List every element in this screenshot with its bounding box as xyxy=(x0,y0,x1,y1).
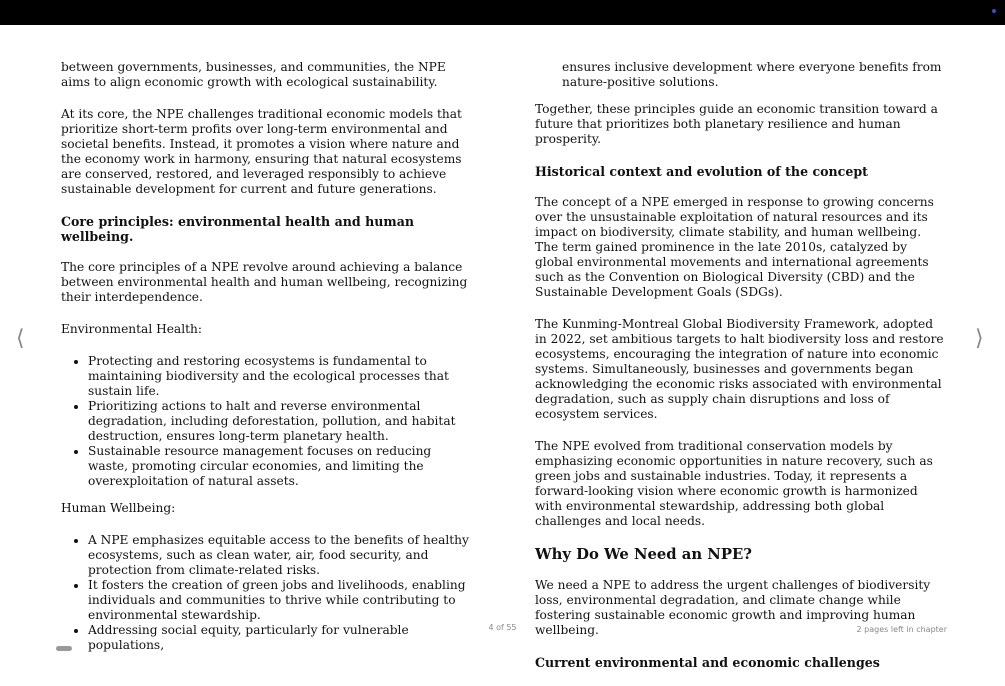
list-item-continuation: ensures inclusive development where everyone benefits from nature-positive solutions. xyxy=(562,60,942,89)
list-label: Human Wellbeing: xyxy=(61,501,176,515)
list-label: Environmental Health: xyxy=(61,322,202,336)
chapter-heading: Why Do We Need an NPE? xyxy=(535,546,752,563)
list-item: • Sustainable resource management focuses on reducing waste, promoting circular economies, and limiting the overexploitation of natural assets. xyxy=(88,444,471,489)
next-page-icon[interactable]: ⟩ xyxy=(975,326,984,351)
paragraph: The Kunming-Montreal Global Biodiversity Framework, adopted in 2022, set ambitious targets to halt biodiversity loss and restore ecosystems, encouraging the integration of nature into economic systems. Simultaneously, businesses and governments began acknowledging the economic risks associated with environmental degradation, such as supply chain disruptions and loss of ecosystem services. xyxy=(535,317,944,421)
list-item: • Addressing social equity, particularly for vulnerable populations, xyxy=(88,623,471,653)
section-heading: Core principles: environmental health and human wellbeing. xyxy=(61,214,415,244)
paragraph: The NPE evolved from traditional conservation models by emphasizing economic opportunities in nature recovery, such as green jobs and sustainable industries. Today, it represents a forward-looking vision where economic growth is harmonized with environmental stewardship, addressing both global challenges and local needs. xyxy=(535,439,933,528)
paragraph: At its core, the NPE challenges traditional economic models that prioritize short-term profits over long-term environmental and societal benefits. Instead, it promotes a vision where nature and the economy work in harmony, ensuring that natural ecosystems are conserved, restored, and leveraged responsibly to achieve sustainable development for current and future generations. xyxy=(61,107,462,196)
list-item: • Prioritizing actions to halt and reverse environmental degradation, including deforestation, pollution, and habitat destruction, ensures long-term planetary health. xyxy=(88,399,471,444)
previous-page-icon[interactable]: ⟨ xyxy=(16,326,25,351)
left-page xyxy=(61,60,471,665)
scroll-handle[interactable] xyxy=(56,646,72,651)
paragraph: The core principles of a NPE revolve around achieving a balance between environmental health and human wellbeing, recognizing their interdependence. xyxy=(61,260,468,304)
section-heading: Current environmental and economic challenges xyxy=(535,655,880,670)
section-heading: Historical context and evolution of the concept xyxy=(535,164,868,179)
pages-left-in-chapter: 2 pages left in chapter xyxy=(856,625,947,634)
environmental-health-list xyxy=(61,354,471,489)
status-dot-icon xyxy=(992,9,996,13)
right-page xyxy=(535,60,945,686)
top-bar xyxy=(0,0,1005,25)
paragraph: Together, these principles guide an economic transition toward a future that prioritizes both planetary resilience and human prosperity. xyxy=(535,102,938,146)
paragraph: The concept of a NPE emerged in response to growing concerns over the unsustainable exploitation of natural resources and its impact on biodiversity, climate stability, and human wellbeing. The term gained prominence in the late 2010s, catalyzed by global environmental movements and international agreements such as the Convention on Biological Diversity (CBD) and the Sustainable Development Goals (SDGs). xyxy=(535,195,934,299)
list-item: • Protecting and restoring ecosystems is fundamental to maintaining biodiversity and the ecological processes that sustain life. xyxy=(88,354,471,399)
human-wellbeing-list xyxy=(61,533,471,653)
paragraph: We need a NPE to address the urgent challenges of biodiversity loss, environmental degradation, and climate change while fostering sustainable economic growth and improving human wellbeing. xyxy=(535,578,931,637)
paragraph: between governments, businesses, and communities, the NPE aims to align economic growth with ecological sustainability. xyxy=(61,60,446,89)
list-item: • A NPE emphasizes equitable access to the benefits of healthy ecosystems, such as clean water, air, food security, and protection from climate-related risks. xyxy=(88,533,471,578)
page-indicator: 4 of 55 xyxy=(488,623,517,632)
list-item: • It fosters the creation of green jobs and livelihoods, enabling individuals and communities to thrive while contributing to environmental stewardship. xyxy=(88,578,471,623)
